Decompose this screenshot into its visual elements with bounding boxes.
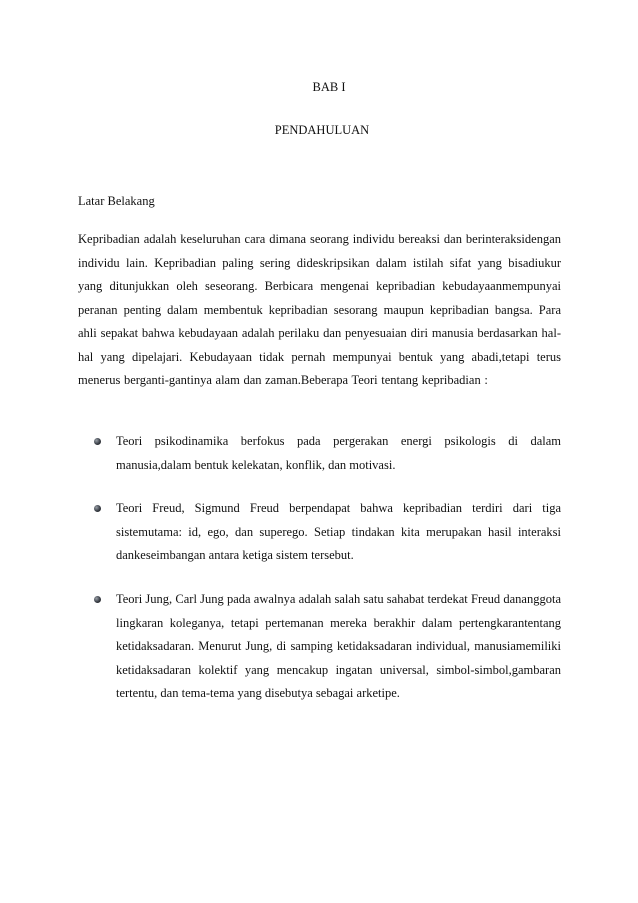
list-item-text: Teori Freud, Sigmund Freud berpendapat bahwa kepribadian terdiri dari tiga sistemutama: id, ego, dan superego. Setiap tindakan kita merupakan hasil interaksi dankeseimbangan antara ketiga sistem tersebut. <box>116 501 561 562</box>
bullet-list-item-1 <box>90 430 561 477</box>
list-item <box>90 588 561 706</box>
list-item <box>90 497 561 568</box>
list-item-text: Teori Jung, Carl Jung pada awalnya adalah salah satu sahabat terdekat Freud dananggota lingkaran koleganya, tetapi pertemanan mereka berakhir dalam pertengkarantentang ketidaksadaran. Menurut Jung, di samping ketidaksadaran individual, manusiamemiliki ketidaksadaran kolektif yang mencakup ingatan universal, simbol-simbol,gambaran tertentu, dan tema-tema yang disebutya sebagai arketipe. <box>116 592 561 700</box>
section-heading: Latar Belakang <box>78 194 155 208</box>
list-item-text: Teori psikodinamika berfokus pada pergerakan energi psikologis di dalam manusia,dalam bentuk kelekatan, konflik, dan motivasi. <box>116 434 561 472</box>
bullet-icon <box>94 596 101 603</box>
bullet-list-item-3 <box>90 588 561 706</box>
bullet-icon <box>94 438 101 445</box>
chapter-title: PENDAHULUAN <box>274 123 370 137</box>
bullet-icon <box>94 505 101 512</box>
list-item <box>90 430 561 477</box>
bullet-list-item-2 <box>90 497 561 568</box>
intro-paragraph: Kepribadian adalah keseluruhan cara dimana seorang individu bereaksi dan berinteraksidengan individu lain. Kepribadian paling sering dideskripsikan dalam istilah sifat yang bisadiukur yang ditunjukkan oleh seseorang. Berbicara mengenai kepribadian kebudayaanmempunyai peranan penting dalam membentuk kepribadian sesorang maupun kepribadian bangsa. Para ahli sepakat bahwa kebudayaan adalah perilaku dan penyesuaian diri manusia berdasarkan hal-hal yang dipelajari. Kebudayaan tidak pernah mempunyai bentuk yang abadi,tetapi terus menerus berganti-gantinya alam dan zaman.Beberapa Teori tentang kepribadian : <box>78 232 561 387</box>
chapter-number: BAB I <box>312 80 346 94</box>
